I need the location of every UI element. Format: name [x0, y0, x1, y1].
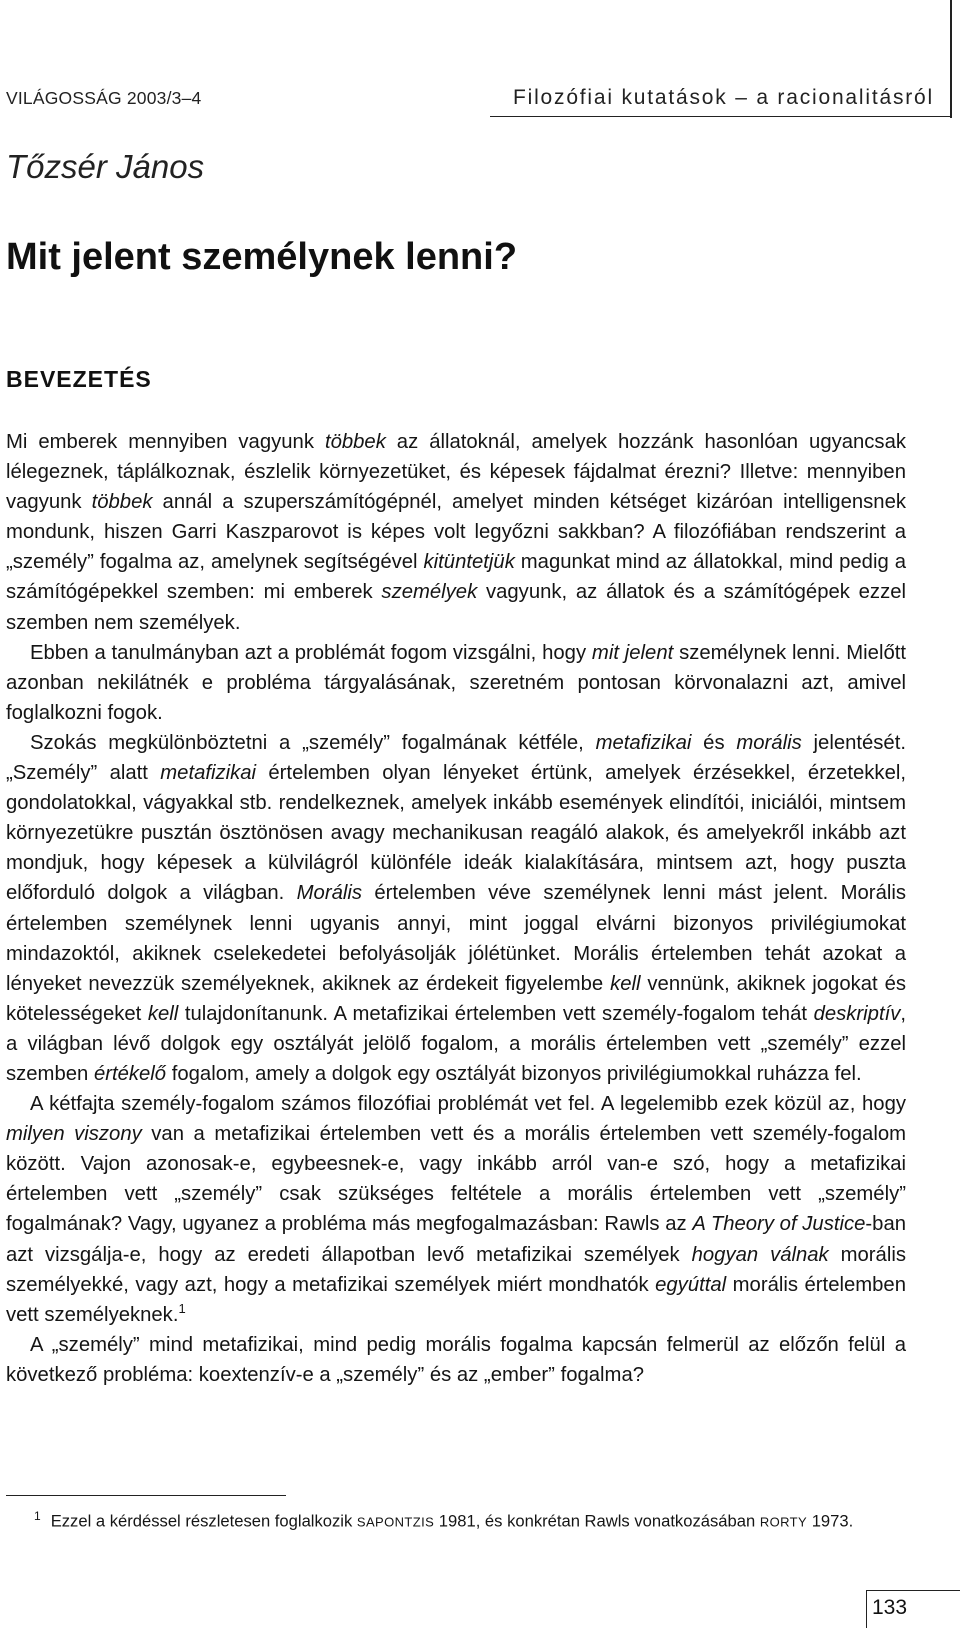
page-number-vertical-rule: [866, 1590, 867, 1628]
header-horizontal-rule: [490, 116, 952, 117]
page-number: 133: [872, 1596, 908, 1619]
journal-name: VILÁGOSSÁG 2003/3–4: [6, 88, 202, 108]
section-title: Filozófiai kutatások – a racionalitásról: [512, 86, 934, 109]
paragraph-5: A „személy” mind metafizikai, mind pedig morális fogalma kapcsán felmerül az előzőn felül a következő probléma: koextenzív-e a „személy” és az „ember” fogalma?: [6, 1333, 906, 1386]
article-title: Mit jelent személynek lenni?: [6, 236, 518, 278]
footnote-ref[interactable]: 1: [178, 1300, 186, 1316]
paragraph-4: A kétfajta személy-fogalom számos filozófiai problémát vet fel. A legelemibb ezek közül az, hogy milyen viszony van a metafizikai értelemben vett és a morális értelemben vett személy-fogalom között. Vajon azonosak-e, egybeesnek-e, vagy inkább arról van-e szó, hogy a metafizikai értelemben vett „személy” csak szükséges feltétele a morális értelemben vett „személy” fogalmának? Vagy, ugyanez a probléma más megfogalmazásban: Rawls az A Theory of Justice-ban azt vizsgálja-e, hogy az eredeti állapotban levő metafizikai személyek hogyan válnak morális személyekké, vagy azt, hogy a metafizikai személyek miért mondhatók egyúttal morális értelemben vett személyeknek.$^1$: [6, 1093, 906, 1326]
page-number-horizontal-rule: [866, 1590, 960, 1591]
header-vertical-rule: [950, 0, 952, 118]
footnote-number: 1: [34, 1509, 41, 1523]
article-body: [6, 427, 906, 1390]
paragraph-2: Ebben a tanulmányban azt a problémát fogom vizsgálni, hogy mit jelent személynek lenni. Mielőtt azonban nekilátnék e probléma tárgyalásának, szeretném pontosan körvonalazni azt, amivel foglalkozni fogok.: [6, 641, 906, 724]
author-name: Tőzsér János: [6, 148, 205, 185]
paragraph-1: Mi emberek mennyiben vagyunk többek az állatoknál, amelyek hozzánk hasonlóan ugyancsak lélegeznek, táplálkoznak, észlelik környezetüket, és képesek fájdalmat érezni? Illetve: mennyiben vagyunk többek annál a szuperszámítógépnél, amelyet minden kétséget kizáróan intelligensnek mondunk, hiszen Garri Kaszparovot is képes volt legyőzni sakkban? A filozófiában rendszerint a „személy” fogalma az, amelynek segítségével kitüntetjük magunkat mind az állatokkal, mind pedig a számítógépekkel szemben: mi emberek személyek vagyunk, az állatok és a számítógépek ezzel szemben nem személyek.: [6, 431, 906, 634]
section-heading: BEVEZETÉS: [6, 366, 152, 392]
footnote: $^1$ Ezzel a kérdéssel részletesen foglalkozik SAPONTZIS 1981, és konkrétan Rawls vonatkozásában RORTY 1973.: [34, 1509, 854, 1531]
paragraph-3: Szokás megkülönböztetni a „személy” fogalmának kétféle, metafizikai és morális jelentését. „Személy” alatt metafizikai értelemben olyan lényeket értünk, amelyek érzésekkel, érzetekkel, gondolatokkal, vágyakkal stb. rendelkeznek, amelyek inkább események elindítói, iniciálói, mintsem környezetükre pusztán ösztönösen avagy mechanikusan reagáló alakok, és amelyekről inkább azt mondjuk, hogy képesek a külvilágról különféle ideák kialakítására, mintsem azt, hogy puszta előforduló dolgok a világban. Morális értelemben véve személynek lenni mást jelent. Morális értelemben személynek lenni ugyanis annyi, mint joggal elvárni bizonyos privilégiumokat mindazoktól, akiknek cselekedetei befolyásolják jólétünket. Morális értelemben tehát azokat a lényeket nevezzük személyeknek, akiknek az érdekeit figyelembe kell vennünk, akiknek jogokat és kötelességeket kell tulajdonítanunk. A metafizikai értelemben vett személy-fogalom tehát deskriptív, a világban lévő dolgok egy osztályát jelölő fogalom, a morális értelemben vett „személy” ezzel szemben értékelő fogalom, amely a dolgok egy osztályát bizonyos privilégiumokkal ruházza fel.: [6, 731, 906, 1085]
footnote-rule: [6, 1495, 286, 1496]
